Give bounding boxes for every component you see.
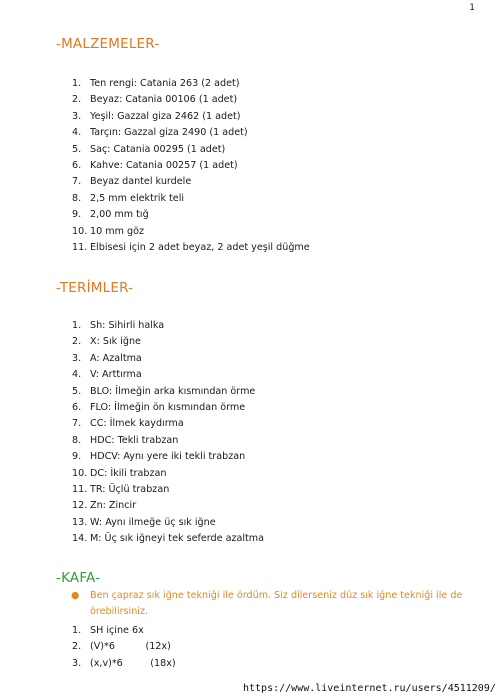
list-item-number: 5. <box>72 143 82 155</box>
list-item <box>72 158 310 174</box>
list-item-text: HDCV: Aynı yere iki tekli trabzan <box>90 451 246 463</box>
bullet-icon: ● <box>71 590 80 601</box>
list-item-number: 14. <box>72 533 88 545</box>
list-item-text: DC: İkili trabzan <box>90 467 167 479</box>
list-item-number: 10. <box>72 467 88 479</box>
list-item <box>72 334 264 350</box>
list-item-text: Sh: Sihirli halka <box>90 320 165 331</box>
list-item <box>72 400 264 416</box>
technique-note <box>72 588 467 621</box>
list-item <box>72 351 264 367</box>
list-item <box>72 367 264 383</box>
list-item-number: 3. <box>72 110 82 122</box>
list-item-text: 2,00 mm tığ <box>90 209 149 221</box>
list-item <box>72 384 264 400</box>
list-item-number: 1. <box>72 320 82 331</box>
list-item-number: 4. <box>72 369 82 381</box>
list-item-text: W: Aynı ilmeğe üç sık iğne <box>90 516 216 528</box>
list-item-number: 7. <box>72 176 82 188</box>
list-item-text: Elbisesi için 2 adet beyaz, 2 adet yeşil düğme <box>90 241 310 253</box>
list-item-text: Tarçın: Gazzal giza 2490 (1 adet) <box>90 127 248 139</box>
head-steps-list <box>72 623 176 672</box>
list-item-text: (x,v)*6 (18x) <box>90 657 176 669</box>
materials-list <box>72 76 310 256</box>
list-item-number: 3. <box>72 657 82 669</box>
technique-note-text: Ben çapraz sık iğne tekniği ile ördüm. Siz dilerseniz düz sık iğne tekniği ile de örebilirsiniz. <box>90 590 463 618</box>
list-item <box>72 207 310 223</box>
source-url: https://www.liveinternet.ru/users/4511209/ <box>243 683 496 694</box>
list-item <box>72 466 264 482</box>
list-item <box>72 191 310 207</box>
list-item-number: 6. <box>72 401 82 413</box>
list-item <box>72 92 310 108</box>
list-item <box>72 76 310 92</box>
list-item-number: 11. <box>72 483 88 495</box>
list-item-number: 12. <box>72 500 88 512</box>
list-item-text: A: Azaltma <box>90 352 142 364</box>
list-item <box>72 639 176 655</box>
materials-heading: -MALZEMELER- <box>56 36 160 52</box>
list-item <box>72 531 264 547</box>
terms-list <box>72 318 264 547</box>
list-item-number: 2. <box>72 336 82 348</box>
list-item-number: 1. <box>72 625 82 636</box>
page-number: 1 <box>469 3 475 13</box>
list-item-number: 4. <box>72 127 82 139</box>
list-item <box>72 656 176 672</box>
list-item-text: Beyaz dantel kurdele <box>90 176 192 188</box>
list-item-text: CC: İlmek kaydırma <box>90 418 184 430</box>
list-item-number: 9. <box>72 451 82 463</box>
list-item-text: V: Arttırma <box>90 369 142 381</box>
list-item-text: BLO: İlmeğin arka kısmından örme <box>90 385 256 397</box>
list-item-text: Zn: Zincir <box>90 500 137 512</box>
head-heading: -KAFA- <box>56 570 101 586</box>
list-item <box>72 623 176 639</box>
list-item-number: 8. <box>72 192 82 204</box>
list-item-number: 9. <box>72 209 82 221</box>
list-item-number: 7. <box>72 418 82 430</box>
list-item-text: 2,5 mm elektrik teli <box>90 192 185 204</box>
list-item <box>72 318 264 334</box>
list-item-text: FLO: İlmeğin ön kısmından örme <box>90 401 246 413</box>
list-item-text: 10 mm göz <box>90 225 144 237</box>
list-item <box>72 498 264 514</box>
list-item-number: 13. <box>72 516 88 528</box>
list-item-text: Kahve: Catania 00257 (1 adet) <box>90 159 238 171</box>
list-item <box>72 416 264 432</box>
list-item-number: 1. <box>72 78 82 89</box>
list-item-number: 11. <box>72 241 88 253</box>
list-item-number: 6. <box>72 159 82 171</box>
list-item-number: 8. <box>72 434 82 446</box>
list-item <box>72 174 310 190</box>
list-item-text: X: Sık iğne <box>90 336 141 348</box>
list-item-text: (V)*6 (12x) <box>90 641 171 653</box>
list-item-number: 3. <box>72 352 82 364</box>
list-item <box>72 433 264 449</box>
list-item-number: 2. <box>72 641 82 653</box>
list-item <box>72 142 310 158</box>
list-item-text: TR: Üçlü trabzan <box>90 483 170 495</box>
list-item <box>72 482 264 498</box>
list-item <box>72 109 310 125</box>
list-item-number: 10. <box>72 225 88 237</box>
list-item-text: M: Üç sık iğneyi tek seferde azaltma <box>90 533 265 545</box>
list-item <box>72 125 310 141</box>
list-item-text: Ten rengi: Catania 263 (2 adet) <box>90 78 240 89</box>
list-item-text: SH içine 6x <box>90 625 144 636</box>
list-item-text: HDC: Tekli trabzan <box>90 434 179 446</box>
list-item <box>72 240 310 256</box>
list-item-text: Yeşil: Gazzal giza 2462 (1 adet) <box>90 110 241 122</box>
list-item <box>72 515 264 531</box>
list-item-text: Saç: Catania 00295 (1 adet) <box>90 143 226 155</box>
list-item-number: 5. <box>72 385 82 397</box>
terms-heading: -TERİMLER- <box>56 280 134 296</box>
list-item-number: 2. <box>72 94 82 106</box>
list-item <box>72 224 310 240</box>
list-item-text: Beyaz: Catania 00106 (1 adet) <box>90 94 238 106</box>
list-item <box>72 449 264 465</box>
